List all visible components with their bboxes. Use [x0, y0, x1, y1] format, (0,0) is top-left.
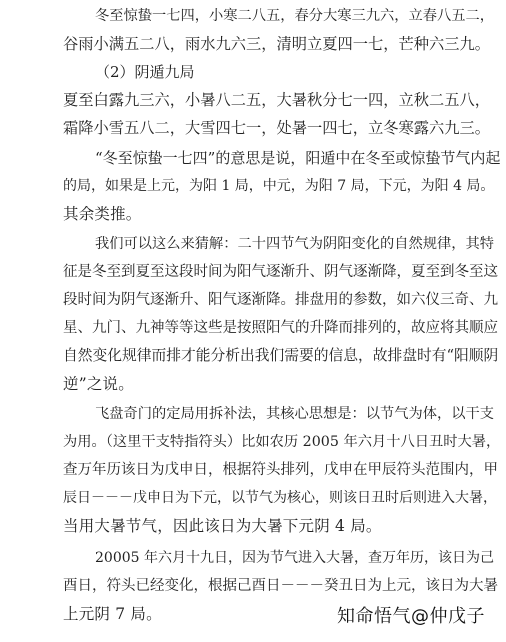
guess-paragraph-line-6: 逆”之说。: [63, 375, 134, 393]
method-paragraph-line-3: 查万年历该日为戊申日，根据符头排列，戊申在甲辰符头范围内，甲: [63, 462, 498, 478]
yin-terms-line-2: 霜降小雪五八二，大雪四七一，处暑一四七，立冬寒露六九三。: [63, 119, 490, 137]
yang-terms-line-1: 冬至惊蛰一七四，小寒二八五，春分大寒三九六，立春八五二，: [95, 8, 495, 24]
guess-paragraph-line-2: 征是冬至到夏至这段时间为阳气逐渐升、阴气逐渐降，夏至到冬至这: [63, 264, 498, 280]
method-paragraph-line-5: 当用大暑节气，因此该日为大暑下元阴 4 局。: [63, 517, 382, 535]
example-paragraph-line-1: 20005 年六月十九日，因为节气进入大暑，查万年历，该日为己: [95, 550, 494, 566]
author-watermark: 知命悟气@仲戊子: [333, 605, 489, 629]
guess-paragraph-line-4: 星、九门、九神等等这些是按照阳气的升降而排列的，故应将其顺应: [63, 320, 498, 336]
method-paragraph-line-4: 辰日－－－戊申日为下元，以节气为核心，则该日丑时后则进入大暑，: [63, 490, 497, 506]
guess-paragraph-line-5: 自然变化规律而排才能分析出我们需要的信息，故排盘时有“阳顺阴: [63, 347, 499, 364]
meaning-paragraph-line-3: 其余类推。: [63, 205, 142, 223]
example-paragraph-line-2: 酉日，符头已经变化，根据己酉日－－－癸丑日为上元，该日为大暑: [63, 578, 498, 594]
yin-terms-line-1: 夏至白露九三六，小暑八二五，大暑秋分七一四，立秋二五八，: [63, 91, 490, 109]
meaning-paragraph-line-1: “冬至惊蛰一七四”的意思是说，阳遁中在冬至或惊蛰节气内起: [95, 149, 501, 167]
method-paragraph-line-1: 飞盘奇门的定局用拆补法，其核心思想是：以节气为体，以干支: [95, 406, 495, 422]
guess-paragraph-line-1: 我们可以这么来猜解：二十四节气为阴阳变化的自然规律，其特: [95, 236, 495, 252]
example-paragraph-line-3: 上元阴 7 局。: [63, 605, 162, 623]
guess-paragraph-line-3: 段时间为阴气逐渐升、阳气逐渐降。排盘用的参数，如六仪三奇、九: [63, 292, 498, 308]
meaning-paragraph-line-2: 的局，如果是上元，为阳 1 局，中元，为阳 7 局，下元，为阳 4 局。: [63, 178, 495, 194]
yang-terms-line-2: 谷雨小满五二八，雨水九六三，清明立夏四一七，芒种六三九。: [63, 35, 490, 53]
yin-section-heading: （2）阴遁九局: [95, 63, 195, 81]
method-paragraph-line-2: 为用。（这里干支特指符头）比如农历 2005 年六月十八日丑时大暑，: [63, 434, 501, 450]
